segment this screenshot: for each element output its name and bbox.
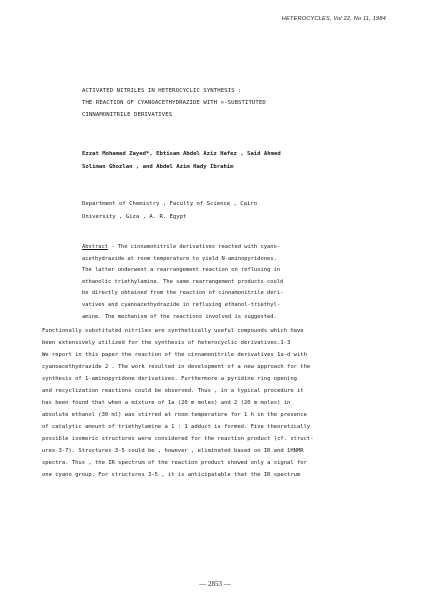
abstract-line: be directly obtained from the reaction of cinnamonitrile deri- (82, 290, 284, 297)
authors-line-1: Ezzat Mohamed Zayed*, Ebtisam Abdel Aziz Hafez , Said Ahmed (82, 151, 281, 157)
affiliation-line-1: Department of Chemistry , Faculty of Science , Cairo (82, 201, 258, 207)
journal-header: HETEROCYCLES, Vol 22, No 11, 1984 (281, 16, 386, 22)
abstract-line-0 (82, 242, 382, 254)
body-line: one cyano group. For structures 3-5 , it is anticipatable that the IR spectrum (42, 472, 301, 478)
abstract-line: ethanolic triethylamine. The same rearrangement products could (82, 278, 284, 285)
body-line: synthesis of 1-aminopyridone derivatives. Furthermore a pyridine ring opening (42, 376, 297, 382)
affiliation (82, 198, 257, 224)
body-line: of catalytic amount of triethylamine a 1 : 1 adduct is formed. Five theoretically (42, 424, 311, 430)
abstract-label: Abstract (82, 244, 108, 250)
body-line: spectra. Thus , the IR spectrum of the reaction product showed only a signal for (42, 460, 307, 466)
body-line: has been found that when a mixture of 1a (20 m moles) and 2 (20 m moles) in (42, 400, 291, 406)
body-line: We report in this paper the reaction of the cinnamonitrile derivatives 1a-d with (42, 352, 307, 358)
abstract (82, 242, 382, 323)
abstract-line: The latter underwent a rearrangement reaction on refluxing in (82, 267, 280, 274)
title-line-3: CINNAMONITRILE DERIVATIVES (82, 112, 173, 118)
abstract-line: amine. The mechanism of the reactions involved is suggested. (82, 313, 277, 320)
body-text (42, 325, 397, 481)
body-line: cyanoacethydrazide 2 . The work resulted in development of a new approach for the (42, 364, 311, 370)
abstract-line: vatives and cyanoacethydrazide in refluxing ethanol-triethyl- (82, 301, 280, 308)
page-number: — 2853 — (199, 580, 231, 588)
body-line: ures 3-7). Structures 3-5 could be , however , eliminated based on IR and 1HNMR (42, 448, 304, 454)
abstract-line: acethydrazide at room temperature to yield N-aminopyridones. (82, 255, 277, 262)
body-line: and recyclization reactions could be observed. Thus , in a typical procedure it (42, 388, 304, 394)
body-line: absolute ethanol (30 ml) was stirred at room temperature for 1 h in the presence (42, 412, 307, 418)
body-line: possible isomeric structures were considered for the reaction product (cf. struct- (42, 436, 314, 442)
article-title (82, 85, 266, 121)
author-list (82, 148, 281, 174)
abstract-text: - The cinnamonitrile derivatives reacted with cyano- (107, 244, 280, 250)
authors-line-2: Soliman Ghozlan , and Abdel Azim Hady Ibrahim (82, 164, 234, 170)
title-line-2: THE REACTION OF CYANOACETHYDRAZIDE WITH ∝-SUBSTITUTED (82, 100, 266, 106)
body-line: Functionally substituted nitriles are synthetically useful compounds which have (42, 328, 304, 334)
title-line-1: ACTIVATED NITRILES IN HETEROCYCLIC SYNTHESIS : (82, 88, 242, 94)
body-line: been extensively utilized for the synthesis of heterocyclic derivatives.1-3 (42, 340, 291, 346)
affiliation-line-2: University , Giza , A. R. Egypt (82, 214, 187, 220)
